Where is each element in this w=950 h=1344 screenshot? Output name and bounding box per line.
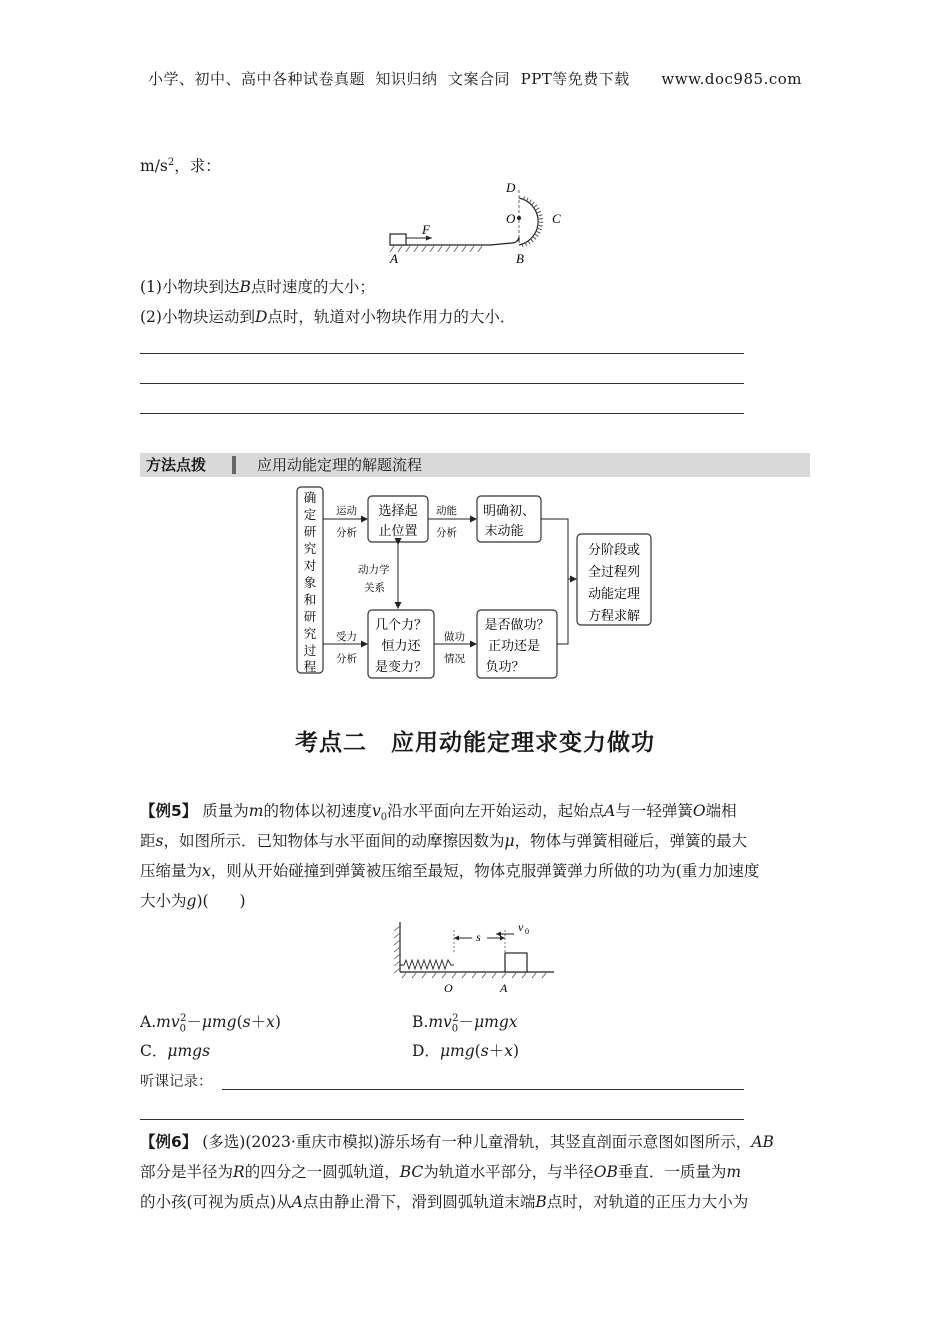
method-separator: [232, 456, 236, 474]
page-header: 小学、初中、高中各种试卷真题 知识归纳 文案合同 PPT等免费下载 www.doc985.com: [147, 70, 802, 88]
fig2-label-v-sub: 0: [525, 927, 529, 936]
notes-line-2[interactable]: [140, 1119, 744, 1120]
flow-label-energy-1: 动能: [436, 505, 457, 517]
ex6-line-1: 【例6】 (多选)(2023·重庆市模拟)游乐场有一种儿童滑轨，其竖直剖面示意图如图所示，AB: [140, 1133, 774, 1151]
flow-label-dyn-2: 关系: [364, 582, 385, 594]
fig2-label-A: A: [500, 981, 508, 995]
fig1-label-D: D: [506, 180, 516, 195]
flow-label-work-1: 做功: [444, 631, 465, 643]
flow-left-text: [304, 490, 317, 674]
svg-text:过: 过: [303, 643, 317, 658]
unit-line: $m/s^2$，求：: [140, 157, 221, 176]
notes-label: 听课记录：: [140, 1074, 213, 1090]
flow-box3-line2: 恒力还: [381, 639, 421, 654]
method-bar: [140, 453, 810, 477]
flow-label-energy-2: 分析: [436, 527, 457, 539]
question-1: (1)小物块到达B点时速度的大小；: [140, 278, 375, 296]
fig2-label-v: v: [518, 920, 524, 934]
fig1-label-C: C: [552, 211, 561, 226]
flow-label-force-2: 分析: [336, 653, 357, 665]
flow-box4-line3: 负功？: [485, 660, 525, 675]
svg-text:定: 定: [303, 507, 317, 522]
svg-text:程: 程: [303, 659, 317, 674]
fig1-label-A: A: [390, 251, 398, 266]
fig1-label-F: F: [422, 222, 430, 237]
flow-right-line1: 分阶段或: [587, 543, 641, 558]
svg-text:对: 对: [303, 558, 317, 573]
flow-right-line2: 全过程列: [587, 565, 641, 580]
method-title: 应用动能定理的解题流程: [257, 456, 423, 474]
svg-text:研: 研: [303, 524, 317, 539]
flow-box2-line1: 明确初、: [482, 504, 536, 519]
question-2: (2)小物块运动到D点时，轨道对小物块作用力的大小．: [140, 308, 516, 326]
flow-right-line4: 方程求解: [587, 609, 641, 624]
ex6-line-2: 部分是半径为R的四分之一圆弧轨道，BC为轨道水平部分，与半径OB垂直．一质量为m: [140, 1163, 742, 1181]
method-tag: 方法点拨: [146, 456, 207, 474]
flow-box3-line3: 是变力？: [374, 660, 428, 675]
flow-box4-line2: 正功还是: [487, 639, 541, 654]
flow-label-dyn-1: 动力学: [358, 564, 390, 576]
flow-label-force-1: 受力: [336, 631, 357, 643]
spring-figure: [392, 920, 562, 1000]
answer-line-1[interactable]: [140, 353, 744, 354]
flow-box4-line1: 是否做功？: [484, 618, 550, 633]
svg-text:究: 究: [303, 626, 317, 641]
option-b[interactable]: $B.mv_0^2-\mu mgx$: [412, 1013, 518, 1035]
ex6-tag: 【例6】: [140, 1133, 198, 1151]
flow-box3-line1: 几个力？: [374, 618, 428, 633]
svg-text:和: 和: [303, 592, 317, 607]
ex5-line-3: 压缩量为x，则从开始碰撞到弹簧被压缩至最短，物体克服弹簧弹力所做的功为(重力加速度: [140, 862, 760, 880]
section-title: 考点二 应用动能定理求变力做功: [295, 730, 655, 756]
flow-label-motion-2: 分析: [336, 527, 357, 539]
flow-right-line3: 动能定理: [587, 587, 641, 602]
flow-box1-line2: 止位置: [378, 524, 418, 539]
option-a[interactable]: $A.mv_0^2-\mu mg(s+x)$: [140, 1013, 281, 1035]
option-d[interactable]: D．μmg(s＋x): [412, 1042, 519, 1060]
option-c[interactable]: C．μmgs: [140, 1042, 211, 1060]
fig2-label-O: O: [444, 981, 453, 995]
flow-label-motion-1: 运动: [336, 505, 357, 517]
ex6-line-3: 的小孩(可视为质点)从A点由静止滑下，滑到圆弧轨道末端B点时，对轨道的正压力大小为: [140, 1193, 749, 1211]
fig2-label-s: s: [476, 930, 481, 944]
svg-text:象: 象: [303, 575, 317, 590]
fig1-label-B: B: [516, 251, 524, 266]
svg-text:研: 研: [303, 609, 317, 624]
track-figure: [380, 178, 580, 270]
fig1-label-O: O: [506, 211, 516, 226]
answer-line-3[interactable]: [140, 413, 744, 414]
svg-text:究: 究: [303, 541, 317, 556]
flow-box2-line2: 末动能: [484, 524, 524, 539]
ex5-line-2: 距s，如图所示．已知物体与水平面间的动摩擦因数为μ，物体与弹簧相碰后，弹簧的最大: [140, 832, 748, 850]
flow-label-work-2: 情况: [444, 653, 465, 665]
flow-box1-line1: 选择起: [378, 504, 418, 519]
ex5-line-1: 【例5】 质量为m的物体以初速度$v_0$沿水平面向左开始运动，起始点A与一轻弹簧O端相: [140, 802, 737, 824]
flowchart: [290, 484, 660, 684]
ex5-tag: 【例5】: [140, 802, 198, 820]
notes-line-1[interactable]: [222, 1089, 744, 1090]
ex5-line-4: 大小为g)( ): [140, 892, 246, 910]
svg-text:确: 确: [303, 490, 317, 505]
answer-line-2[interactable]: [140, 383, 744, 384]
